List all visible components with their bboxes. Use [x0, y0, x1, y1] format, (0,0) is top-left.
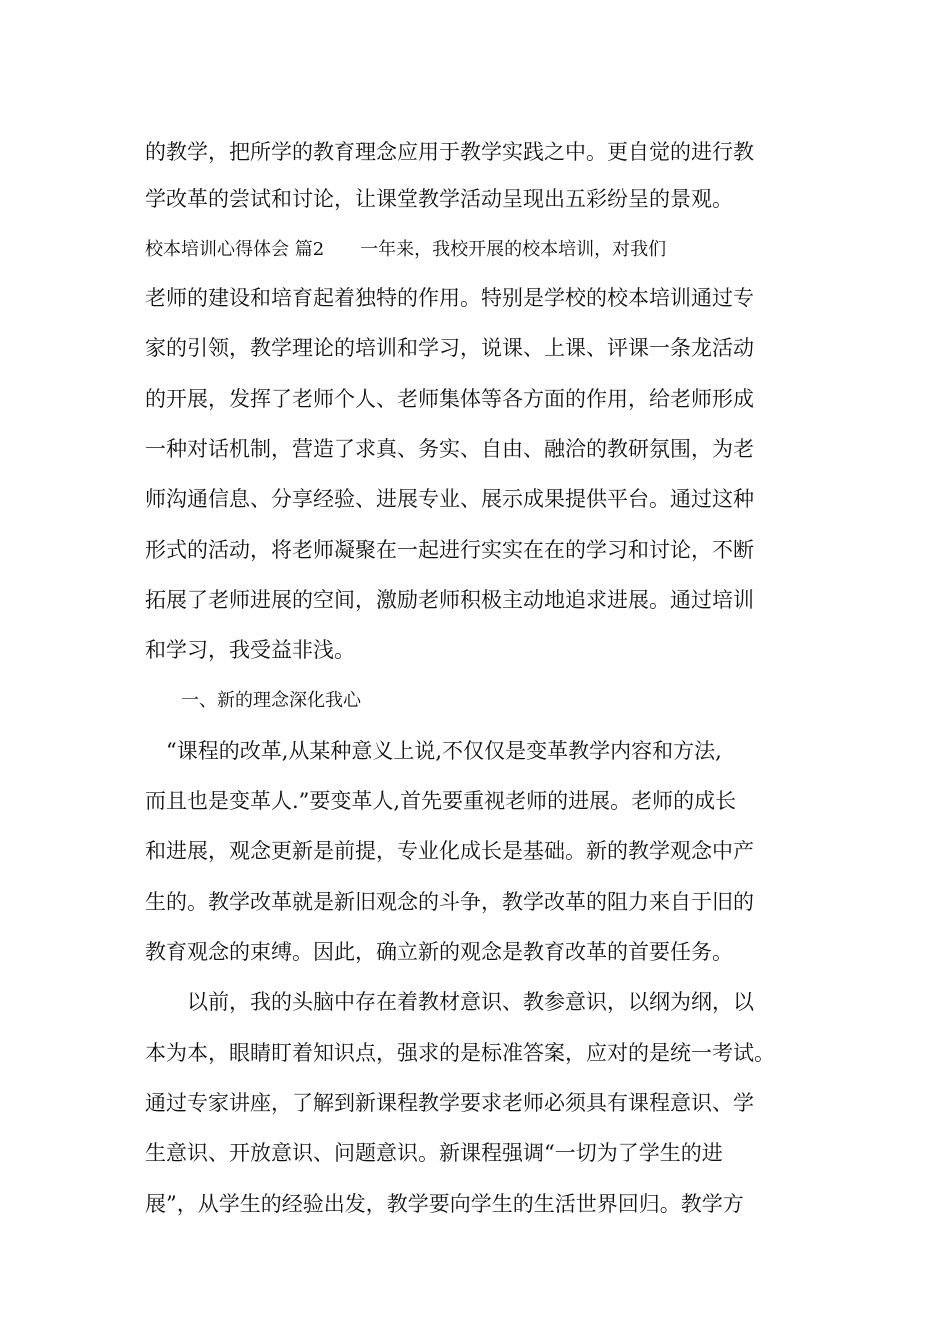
text-line: 和进展，观念更新是前提，专业化成长是基础。新的教学观念中产 — [145, 839, 754, 863]
text-line: 教育观念的束缚。因此，确立新的观念是教育改革的首要任务。 — [145, 940, 733, 964]
text-line: 和学习，我受益非浅。 — [145, 638, 355, 662]
text-line: 通过专家讲座，了解到新课程教学要求老师必须具有课程意识、学 — [145, 1091, 754, 1115]
text-line: 展”，从学生的经验出发，教学要向学生的生活世界回归。教学方 — [145, 1192, 744, 1216]
text-line: 师沟通信息、分享经验、进展专业、展示成果提供平台。通过这种 — [145, 487, 754, 511]
subheading-line: 一、新的理念深化我心 — [145, 690, 361, 711]
text-line: 一种对话机制，营造了求真、务实、自由、融洽的教研氛围，为老 — [145, 437, 754, 461]
text-line: 学改革的尝试和讨论，让课堂教学活动呈现出五彩纷呈的景观。 — [145, 187, 733, 211]
text-line: 家的引领，教学理论的培训和学习，说课、上课、评课一条龙活动 — [145, 336, 754, 360]
text-line: 的教学，把所学的教育理念应用于教学实践之中。更自觉的进行教 — [145, 140, 754, 164]
text-line: 老师的建设和培育起着独特的作用。特别是学校的校本培训通过专 — [145, 286, 754, 310]
text-line: 生意识、开放意识、问题意识。新课程强调“一切为了学生的进 — [145, 1141, 723, 1165]
text-line: 而且也是变革人.”要变革人,首先要重视老师的进展。老师的成长 — [145, 789, 737, 813]
text-line: “课程的改革,从某种意义上说,不仅仅是变革教学内容和方法, — [145, 739, 722, 763]
text-line: 形式的活动，将老师凝聚在一起进行实实在在的学习和讨论，不断 — [145, 538, 754, 562]
text-line: 的开展，发挥了老师个人、老师集体等各方面的作用，给老师形成 — [145, 387, 754, 411]
text-line: 拓展了老师进展的空间，激励老师积极主动地追求进展。通过培训 — [145, 588, 754, 612]
text-line: 本为本，眼睛盯着知识点，强求的是标准答案，应对的是统一考试。 — [145, 1041, 775, 1065]
section-heading-line: 校本培训心得体会 篇2 一年来，我校开展的校本培训，对我们 — [145, 239, 667, 260]
text-line: 以前，我的头脑中存在着教材意识、教参意识，以纲为纲，以 — [145, 990, 754, 1014]
text-line: 生的。教学改革就是新旧观念的斗争，教学改革的阻力来自于旧的 — [145, 890, 754, 914]
